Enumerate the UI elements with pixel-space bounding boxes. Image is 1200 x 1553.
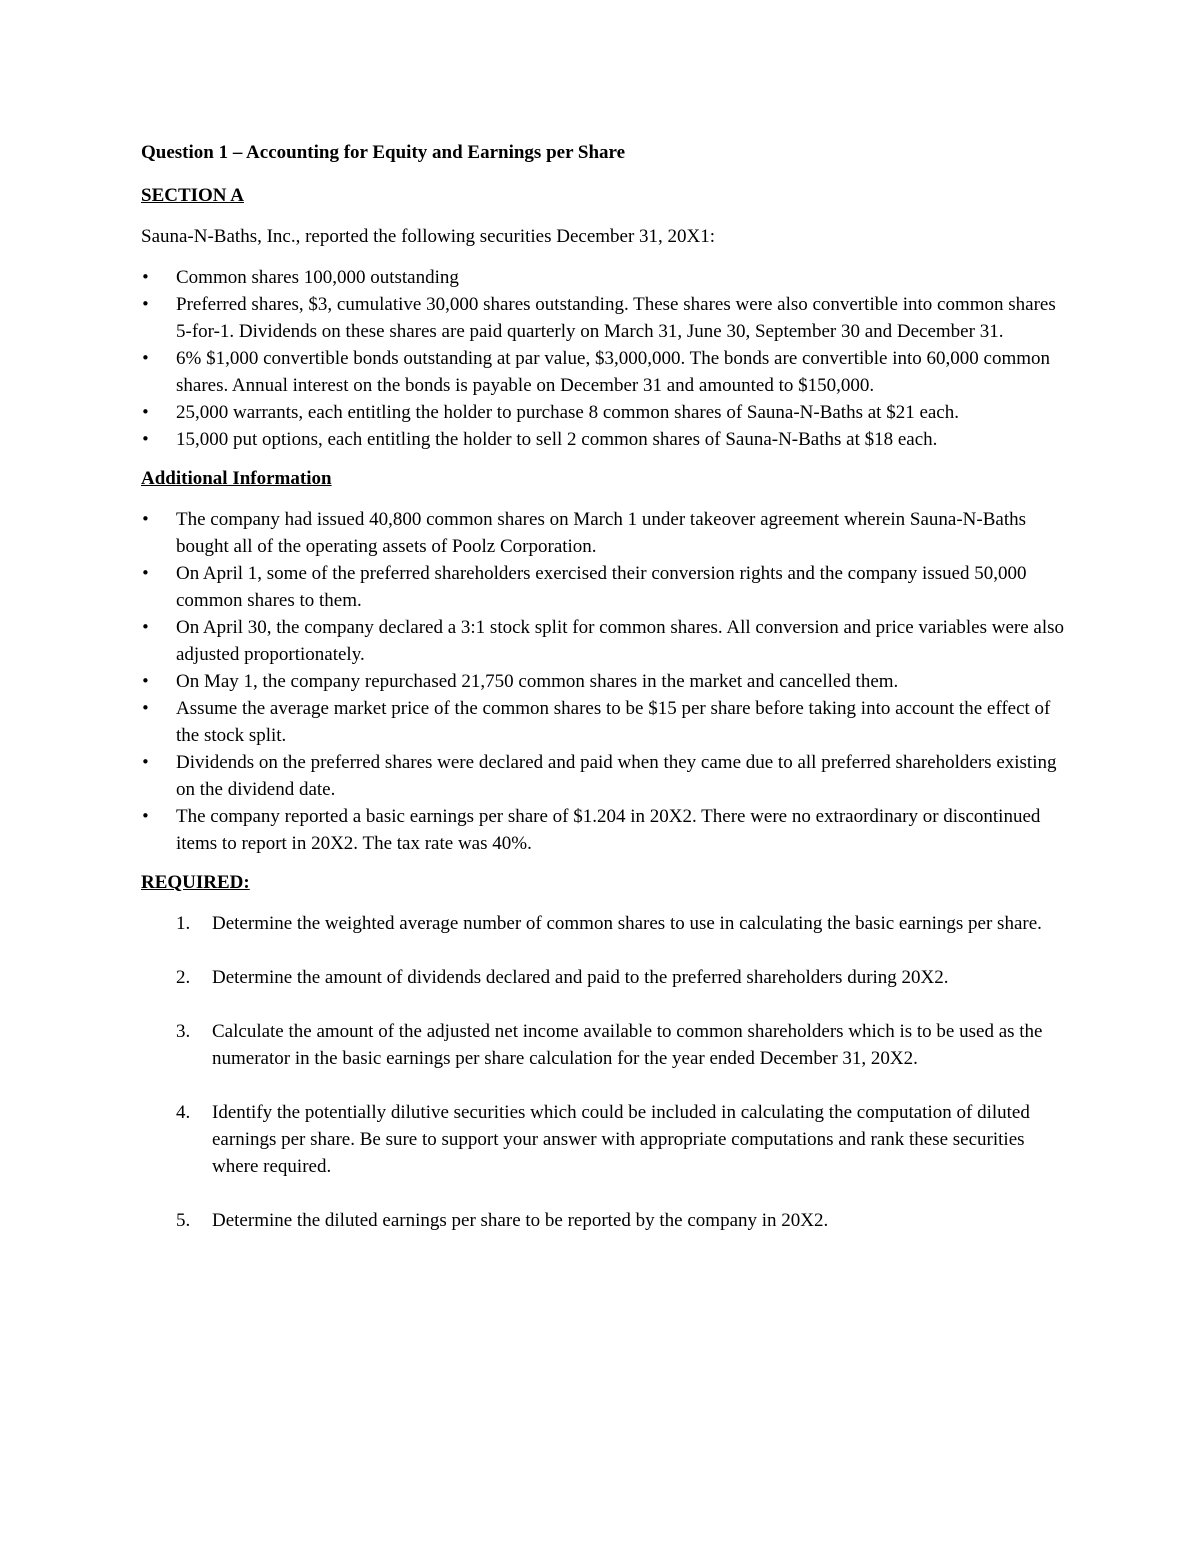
list-item-text: Determine the amount of dividends declared and paid to the preferred shareholders during 20X2. [212,967,949,988]
required-list [141,910,1071,1234]
list-item-text: The company reported a basic earnings per share of $1.204 in 20X2. There were no extraordinary or discontinued items to report in 20X2. The tax rate was 40%. [176,806,1041,854]
bullet-icon: • [141,349,150,367]
bullet-icon: • [141,807,150,825]
list-item-text: On April 1, some of the preferred shareholders exercised their conversion rights and the company issued 50,000 common shares to them. [176,563,1027,611]
list-item [141,506,1071,560]
list-item-text: Assume the average market price of the common shares to be $15 per share before taking into account the effect of the stock split. [176,698,1051,746]
list-item-text: 6% $1,000 convertible bonds outstanding at par value, $3,000,000. The bonds are convertible into 60,000 common shares. Annual interest on the bonds is payable on December 31 and amounted to $150,000. [176,348,1051,396]
additional-info-heading: Additional Information [141,468,332,489]
list-item-text: Calculate the amount of the adjusted net income available to common shareholders which is to be used as the numerator in the basic earnings per share calculation for the year ended December 31, 20X2. [212,1021,1043,1069]
list-item-text: On May 1, the company repurchased 21,750 common shares in the market and cancelled them. [176,671,899,692]
bullet-icon: • [141,564,150,582]
list-item [141,695,1071,749]
bullet-icon: • [141,403,150,421]
list-item-text: Preferred shares, $3, cumulative 30,000 shares outstanding. These shares were also convertible into common shares 5-for-1. Dividends on these shares are paid quarterly on March 31, June 30, September 30 and December 31. [176,294,1056,342]
list-item [141,1018,1071,1072]
list-item-text: Common shares 100,000 outstanding [176,267,459,288]
bullet-icon: • [141,618,150,636]
list-item-number: 1. [176,913,191,934]
list-item-text: 15,000 put options, each entitling the holder to sell 2 common shares of Sauna-N-Baths at $18 each. [176,429,938,450]
bullet-icon: • [141,753,150,771]
list-item [141,803,1071,857]
list-item-number: 5. [176,1210,191,1231]
list-item [141,291,1071,345]
list-item-text: Dividends on the preferred shares were declared and paid when they came due to all preferred shareholders existing on the dividend date. [176,752,1057,800]
bullet-icon: • [141,295,150,313]
list-item-text: 25,000 warrants, each entitling the holder to purchase 8 common shares of Sauna-N-Baths at $21 each. [176,402,959,423]
bullet-icon: • [141,672,150,690]
list-item-text: On April 30, the company declared a 3:1 stock split for common shares. All conversion and price variables were also adjusted proportionately. [176,617,1064,665]
document-page [141,139,1071,1261]
list-item [141,964,1071,991]
section-a-heading: SECTION A [141,185,244,206]
section-a-intro: Sauna-N-Baths, Inc., reported the following securities December 31, 20X1: [141,226,716,247]
list-item-text: Identify the potentially dilutive securities which could be included in calculating the computation of diluted earnings per share. Be sure to support your answer with appropriate computations and rank these securities where required. [212,1102,1030,1177]
list-item-number: 3. [176,1021,191,1042]
list-item-number: 4. [176,1102,191,1123]
bullet-icon: • [141,699,150,717]
list-item [141,560,1071,614]
bullet-icon: • [141,268,150,286]
question-title: Question 1 – Accounting for Equity and Earnings per Share [141,142,626,163]
list-item [141,910,1071,937]
list-item [141,614,1071,668]
list-item [141,345,1071,399]
list-item [141,1207,1071,1234]
bullet-icon: • [141,430,150,448]
additional-info-list [141,506,1071,857]
list-item [141,264,1071,291]
list-item-text: The company had issued 40,800 common shares on March 1 under takeover agreement wherein Sauna-N-Baths bought all of the operating assets of Poolz Corporation. [176,509,1026,557]
list-item [141,749,1071,803]
required-heading: REQUIRED: [141,872,250,893]
bullet-icon: • [141,510,150,528]
list-item-number: 2. [176,967,191,988]
securities-list [141,264,1071,453]
list-item [141,399,1071,426]
list-item [141,426,1071,453]
list-item-text: Determine the weighted average number of common shares to use in calculating the basic earnings per share. [212,913,1042,934]
list-item [141,668,1071,695]
list-item [141,1099,1071,1180]
list-item-text: Determine the diluted earnings per share to be reported by the company in 20X2. [212,1210,829,1231]
